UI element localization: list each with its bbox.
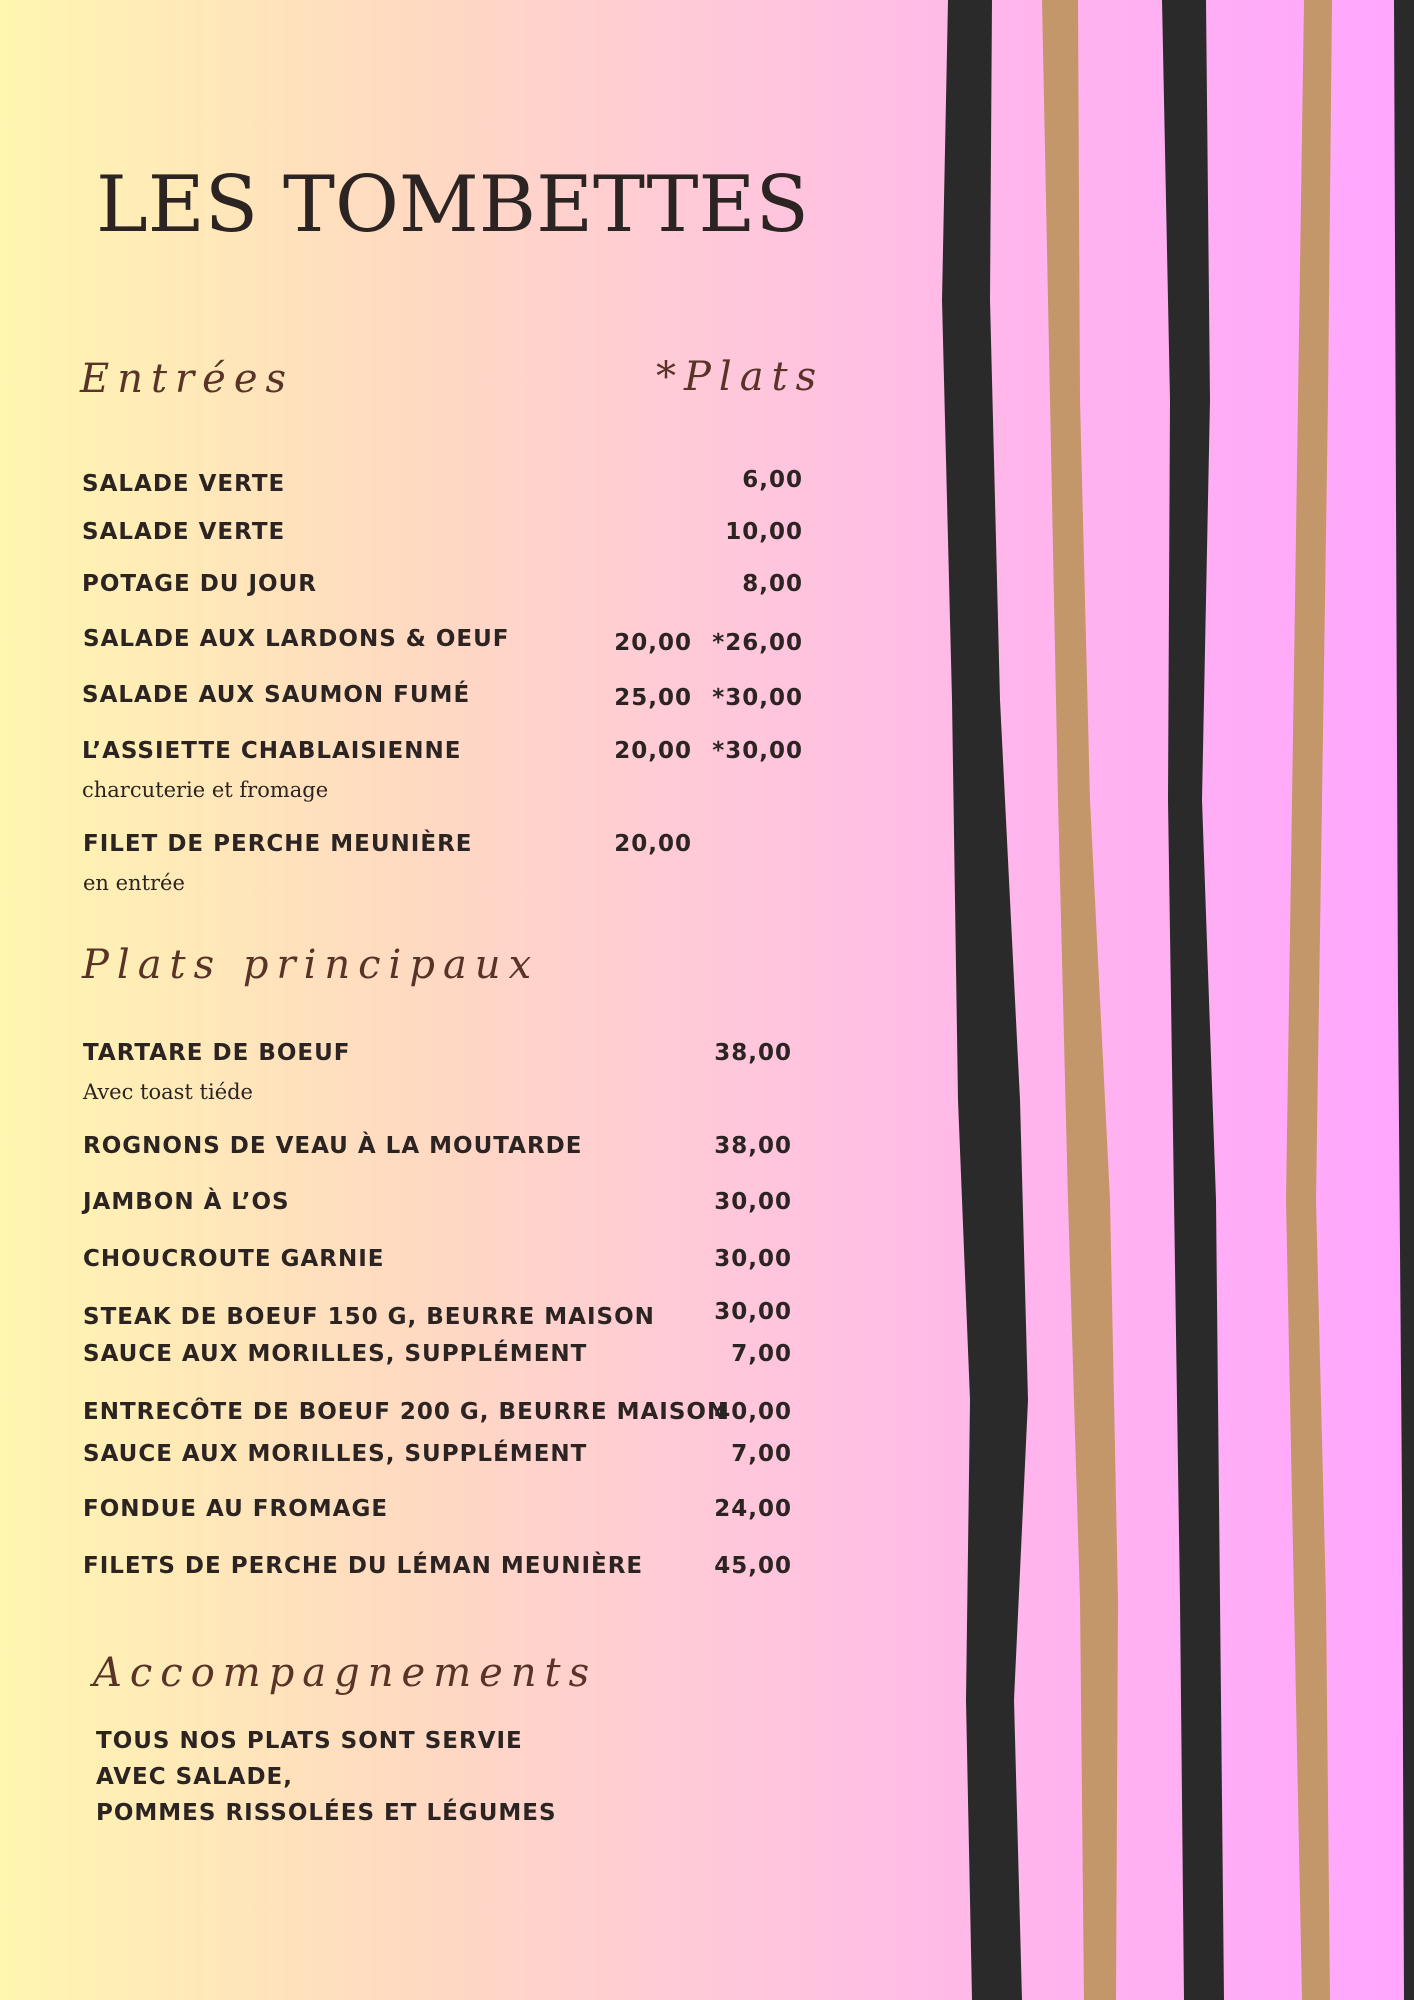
plat-item-note: Avec toast tiéde xyxy=(83,1080,253,1104)
entree-item-price: 20,00 xyxy=(614,738,692,764)
entree-item-note: en entrée xyxy=(83,871,185,895)
plat-extra-price: 7,00 xyxy=(731,1341,792,1367)
plat-price: *30,00 xyxy=(712,738,803,764)
plat-item-name: STEAK DE BOEUF 150 G, BEURRE MAISON xyxy=(83,1304,655,1330)
plat-item-price: 30,00 xyxy=(714,1299,792,1325)
entree-item-price: 20,00 xyxy=(614,831,692,857)
accompagnements-heading: Accompagnements xyxy=(93,1650,598,1696)
tan-stripe-1 xyxy=(1042,0,1118,2000)
plat-extra-name: SAUCE AUX MORILLES, SUPPLÉMENT xyxy=(83,1441,588,1467)
plat-item-price: 38,00 xyxy=(714,1040,792,1066)
dark-stripe-1 xyxy=(942,0,1028,2000)
plat-item-name: ENTRECÔTE DE BOEUF 200 G, BEURRE MAISON xyxy=(83,1399,728,1425)
page-title: LES TOMBETTES xyxy=(96,160,809,250)
entree-item-name: POTAGE DU JOUR xyxy=(82,571,317,597)
entree-item-price: 20,00 xyxy=(614,630,692,656)
plat-price: *26,00 xyxy=(712,630,803,656)
entree-item-price: 8,00 xyxy=(742,571,803,597)
plat-extra-name: SAUCE AUX MORILLES, SUPPLÉMENT xyxy=(83,1341,588,1367)
entree-item-note: charcuterie et fromage xyxy=(82,778,329,802)
plat-item-price: 30,00 xyxy=(714,1246,792,1272)
accompagnements-line: TOUS NOS PLATS SONT SERVIE xyxy=(96,1728,523,1754)
plats-column-heading: *Plats xyxy=(656,354,825,400)
plats-principaux-heading: Plats principaux xyxy=(82,942,540,988)
plat-item-price: 40,00 xyxy=(714,1399,792,1425)
entree-item-price: 10,00 xyxy=(725,519,803,545)
plat-item-price: 38,00 xyxy=(714,1133,792,1159)
entree-item-price: 6,00 xyxy=(742,467,803,493)
entree-item-price: 25,00 xyxy=(614,685,692,711)
accompagnements-line: POMMES RISSOLÉES ET LÉGUMES xyxy=(96,1800,557,1826)
dark-stripe-3 xyxy=(1394,0,1414,2000)
entree-item-name: SALADE VERTE xyxy=(82,519,286,545)
decorative-stripes xyxy=(930,0,1414,2000)
plat-item-name: FONDUE AU FROMAGE xyxy=(83,1496,389,1522)
plat-item-price: 30,00 xyxy=(714,1189,792,1215)
plat-extra-price: 7,00 xyxy=(731,1441,792,1467)
entree-item-name: SALADE AUX LARDONS & OEUF xyxy=(83,626,510,652)
plat-item-price: 45,00 xyxy=(714,1553,792,1579)
entree-item-name: SALADE AUX SAUMON FUMÉ xyxy=(82,682,471,708)
plat-item-name: ROGNONS DE VEAU À LA MOUTARDE xyxy=(83,1133,583,1159)
entree-item-name: FILET DE PERCHE MEUNIÈRE xyxy=(83,831,473,857)
plat-item-name: FILETS DE PERCHE DU LÉMAN MEUNIÈRE xyxy=(83,1553,644,1579)
dark-stripe-2 xyxy=(1162,0,1224,2000)
plat-item-name: TARTARE DE BOEUF xyxy=(83,1040,351,1066)
entree-item-name: SALADE VERTE xyxy=(82,471,286,497)
entrees-heading: Entrées xyxy=(80,356,295,402)
plat-item-name: CHOUCROUTE GARNIE xyxy=(83,1246,385,1272)
plat-price: *30,00 xyxy=(712,685,803,711)
accompagnements-line: AVEC SALADE, xyxy=(96,1764,293,1790)
entree-item-name: L’ASSIETTE CHABLAISIENNE xyxy=(82,738,462,764)
plat-item-name: JAMBON À L’OS xyxy=(83,1189,290,1215)
tan-stripe-2 xyxy=(1286,0,1332,2000)
plat-item-price: 24,00 xyxy=(714,1496,792,1522)
